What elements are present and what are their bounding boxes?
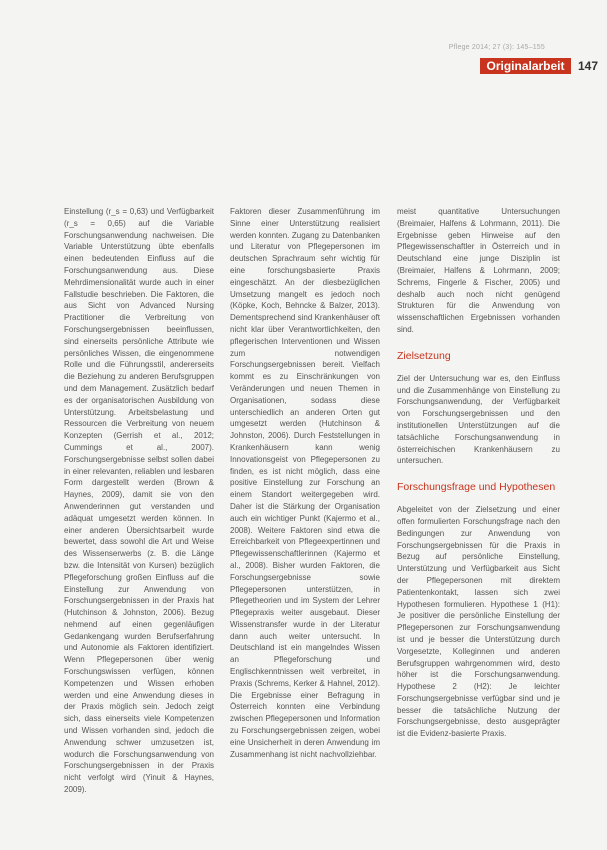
column-1-text: Einstellung (r_s = 0,63) und Verfügbarkeit (r_s = 0,65) auf die Variable Forschungsanwendung nachweisen. Die Variable Unterstützung übte ebenfalls einen bedeutenden Einfluss auf die Forschungsanwendung aus. Diese Mehrdimensionalität wurde auch in einer Fallstudie beschrieben. Die Faktoren, die aus Sicht von Advanced Nursing Practitioner die Verbreitung von Forschungsergebnissen beeinflussen, sind einerseits persönliche Attribute wie persönliches Wissen, die eingenommene Rolle und die Führungsstil, andererseits die Beziehung zu anderen Berufsgruppen und dem Management. Zusätzlich bedarf es der organisatorischen Ausbildung von Unterstützung. Arbeitsbelastung und Ressourcen die Verbreitung von neuem Konzepten (Gerrish et al., 2012; Cummings et al., 2007). Forschungsergebnisse selbst sollen dabei in einer relevanten, reliablen und lesbaren Form dargestellt werden (Brown & Haynes, 2009), damit sie von den Anwenderinnen gut verstanden und adäquat umgesetzt werden können. In einer anderen Übersichtsarbeit wurde bewertet, dass sowohl die Art und Weise des Wissenserwerbs (z. B. die Länge bzw. die Intensität von Kursen) bezüglich Pflegeforschung großen Einfluss auf die Einstellung zur Anwendung von Forschungsergebnissen in der Praxis hat (Hutchinson & Johnston, 2006). Bezug nehmend auf einen gegenläufigen Gedankengang wurden Berufserfahrung und Autonomie als Faktoren identifiziert. Wenn Pflegepersonen über wenig Forschungswissen verfügen, können Kompetenzen und Wissen erhoben werden und eine Anwendung dieses in der Praxis möglich sein. Jedoch zeigt sich, dass einerseits viele Kompetenzen und Wissen vorhanden sind, jedoch die Anwendung schwer umzusetzen ist, wodurch die Forschungsanwendung von Forschungsergebnissen in der Praxis nicht verfolgt wird (Yinuit & Haynes, 2009). — [64, 207, 214, 795]
journal-citation: Pflege 2014; 27 (3): 145–155 — [448, 44, 545, 51]
column-3-intro: meist quantitative Untersuchungen (Breimaier, Halfens & Lohrmann, 2011). Die Ergebnisse geben Hinweise auf den Pflegewissenschaftler in Österreich und in Deutschland eine junge Disziplin ist (Breimaier, Halfens & Lohrmann, 2009; Schrems, Fingerle & Fischer, 2005) und deshalb auch noch nicht genügend Strukturen für die Anwendung von wissenschaftlichen Ergebnissen vorhanden sind. — [397, 207, 560, 334]
column-2-text: Faktoren dieser Zusammenführung im Sinne einer Unterstützung realisiert werden konnten. Zugang zu Datenbanken und Literatur von Pflegepersonen im deutschen Sprachraum sehr wichtig für eine forschungsbasierte Praxis eingeschätzt. An der diesbezüglichen Umsetzung mangelt es jedoch noch (Köpke, Koch, Behncke & Balzer, 2013). Dementsprechend sind Krankenhäuser oft nicht klar über Verantwortlichkeiten, den pflegerischen Interventionen und Wissen zum notwendigen Forschungsergebnissen bereit. Vielfach kommt es zu Einschränkungen von Veränderungen und neuen Themen in Organisationen, sodass diese unterschiedlich an anderen Orten gut umgesetzt werden (Hutchinson & Johnston, 2006). Durch Feststellungen in Krankenhäusern kann wenig Innovationsgeist von Pflegepersonen zu finden, es ist nicht möglich, dass eine positive Einstellung zur Forschung an einem Standort weitergegeben wird. Daher ist die Stärkung der Organisation auch ein wichtiger Punkt (Kajermo et al., 2008). Weitere Faktoren sind etwa die Erreichbarkeit von Pflegeexpertinnen und Pflegewissenschaftlerinnen (Kajermo et al., 2008). Bisher wurden Faktoren, die Forschungsergebnisse sowie Pflegepersonen unterstützen, in Pflegetheorien und im System der Lehrer Pflegepraxis weiter ausgebaut. Dieser Wissenstransfer wurde in der Literatur dann auch weiter untersucht. In Deutschland ist ein mangelndes Wissen an Pflegeforschung und Englischkenntnissen weit verbreitet, in Praxis (Schrems, Kerker & Hahnel, 2012). Die Ergebnisse einer Befragung in Österreich konnten eine Verbindung zwischen Pflegepersonen und Information zu Forschungsergebnissen zeigen, wobei eine Unsicherheit in deren Anwendung im Zusammenhang ist nicht nachvollziehbar. — [230, 207, 380, 759]
section-tag-bar — [480, 58, 571, 74]
page-number: 147 — [578, 59, 599, 73]
text-column-3 — [397, 206, 560, 740]
section-heading-forschungsfrage: Forschungsfrage und Hypothesen — [397, 481, 556, 494]
section-tag-label: Originalarbeit — [486, 59, 565, 73]
section-text-forschungsfrage: Abgeleitet von der Zielsetzung und einer offen formulierten Forschungsfrage nach den Bedingungen zur Anwendung von Forschungsergebnissen für die Praxis in Bezug auf persönliche Einstellung, Unterstützung und Verfügbarkeit aus Sicht der Pflegepersonen mit direktem Patientenkontakt, lassen sich zwei Hypothesen formulieren. Hypothese 1 (H1): Je positiver die persönliche Einstellung der Pflegepersonen zur Forschungsanwendung ist und je besser die Unterstützung durch Vorgesetzte, Kolleginnen und anderen Berufsgruppen wahrgenommen wird, desto höher ist die Forschungsanwendung. Hypothese 2 (H2): Je leichter Forschungsergebnisse verfügbar sind und je besser die tatsächliche Nutzung der Forschungsergebnisse, desto ausgeprägter ist die Evidenz-basierte Praxis. — [397, 505, 560, 739]
section-heading-zielsetzung: Zielsetzung — [397, 349, 451, 362]
text-column-2 — [230, 206, 380, 760]
section-text-zielsetzung: Ziel der Untersuchung war es, den Einfluss und die Zusammenhänge von Einstellung zu Forschungsanwendung, der Verfügbarkeit von Forschungsergebnissen und den institutionellen Unterstützungen auf die tatsächliche Forschungsanwendung in österreichischen Krankenhäusern zu untersuchen. — [397, 373, 560, 466]
text-column-1 — [64, 206, 214, 796]
